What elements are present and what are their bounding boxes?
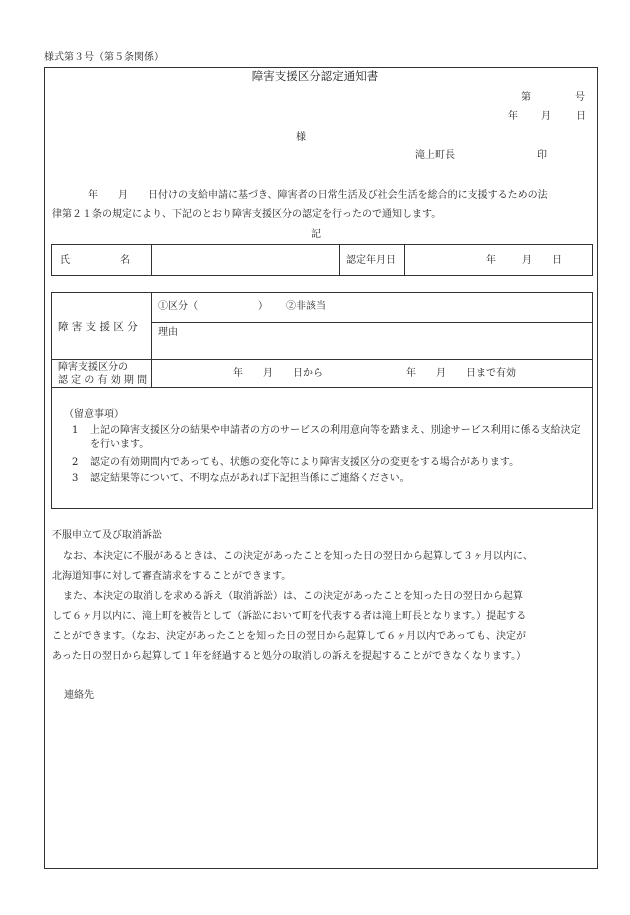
note-1-text: 上記の障害支援区分の結果や申請者の方のサービスの利用意向等を踏まえ、別途サービス利用に係る支給決定を行います。 (90, 425, 581, 450)
appeal-p2-line3: ことができます。（なお、決定があったことを知った日の翌日から起算して６ヶ月以内であっても、決定が (52, 631, 526, 642)
reason-label: 理由 (158, 327, 178, 338)
appeal-heading: 不服申立て及び取消訴訟 (52, 530, 162, 541)
number-dai: 第 (521, 92, 531, 103)
category-option-1: ①区分（ ） (158, 301, 268, 312)
note-2-text: 認定の有効期間内であっても、状態の変化等により障害支援区分の変更をする場合があります。 (90, 457, 520, 468)
note-3-number: 3 (72, 473, 79, 484)
note-3-text: 認定結果等について、不明な点があれば下記担当係にご連絡ください。 (90, 473, 410, 484)
category-label: 障 害 支 援 区 分 (58, 321, 138, 333)
intro-line-1: 年 月 日付けの支給申請に基づき、障害者の日常生活及び社会生活を総合的に支援するための法 (88, 190, 548, 201)
t2-row-divider-1 (151, 322, 592, 323)
ki-heading: 記 (311, 229, 321, 240)
appeal-p2-line1: また、本決定の取消しを求める訴え（取消訴訟）は、この決定があったことを知った日の翌日から起算 (63, 591, 523, 602)
number-go: 号 (575, 92, 585, 103)
t2-row-divider-2 (52, 359, 592, 360)
validity-label-2: 認 定 の 有 効 期 間 (58, 375, 148, 386)
issue-date-month: 月 (541, 111, 551, 122)
note-1-number: 1 (72, 425, 79, 436)
date-month: 月 (522, 255, 532, 266)
t1-divider-2 (339, 245, 340, 275)
validity-label-1: 障害支援区分の (58, 362, 128, 373)
appeal-p2-line4: あった日の翌日から起算して１年を経過すると処分の取消しの訴えを提起することができなくなります。） (52, 651, 527, 662)
t1-divider-1 (151, 245, 152, 275)
validity-from: 年 月 日から (233, 368, 323, 379)
contact-label: 連絡先 (64, 690, 94, 701)
intro-line-2: 律第２１条の規定により、下記のとおり障害支援区分の認定を行ったので通知します。 (52, 209, 442, 220)
category-option-2: ②非該当 (286, 301, 326, 312)
document-title: 障害支援区分認定通知書 (251, 69, 379, 83)
name-date-table (51, 244, 593, 276)
seal-mark: 印 (537, 150, 547, 161)
category-table (51, 292, 593, 388)
date-day: 日 (552, 255, 562, 266)
form-number: 様式第３号（第５条関係） (44, 52, 164, 63)
notes-box (51, 388, 593, 509)
note-2-number: 2 (72, 457, 79, 468)
issue-date-day: 日 (576, 111, 586, 122)
appeal-p1-line1: なお、本決定に不服があるときは、この決定があったことを知った日の翌日から起算して３ヶ月以内に、 (63, 551, 533, 562)
date-year: 年 (486, 255, 496, 266)
t1-divider-3 (404, 245, 405, 275)
appeal-p2-line2: して６ヶ月以内に、滝上町を被告として（訴訟において町を代表する者は滝上町長となります。）提起する (52, 611, 527, 622)
t2-label-divider (151, 293, 152, 387)
validity-to: 年 月 日まで有効 (406, 368, 516, 379)
notes-heading: （留意事項） (64, 409, 124, 420)
issuer-name: 滝上町長 (415, 150, 455, 161)
date-label: 認定年月日 (346, 255, 396, 266)
addressee-suffix: 様 (296, 132, 306, 143)
appeal-p1-line2: 北海道知事に対して審査請求をすることができます。 (52, 571, 292, 582)
issue-date-year: 年 (508, 111, 518, 122)
name-label: 氏 名 (60, 255, 130, 266)
